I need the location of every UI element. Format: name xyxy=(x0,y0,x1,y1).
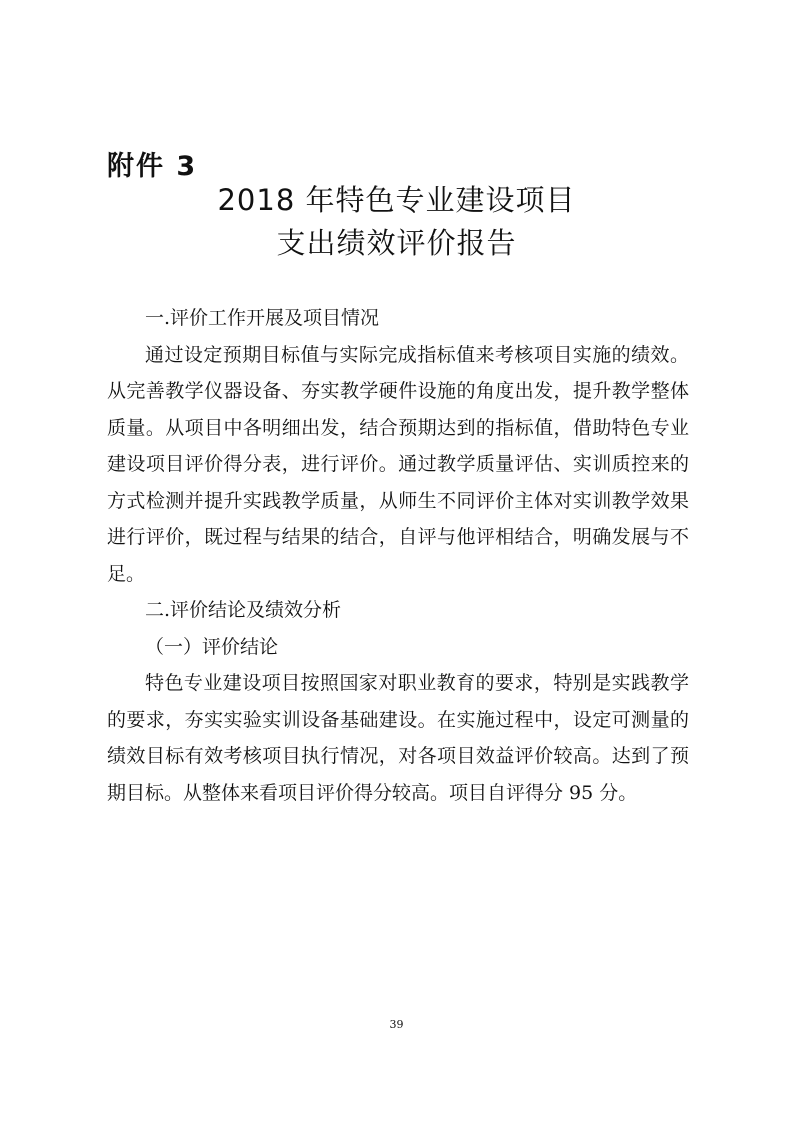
paragraph-2: 特色专业建设项目按照国家对职业教育的要求，特别是实践教学的要求，夯实实验实训设备基础建设。在实施过程中，设定可测量的绩效目标有效考核项目执行情况，对各项目效益评价较高。达到了预期目标。从整体来看项目评价得分较高。项目自评得分 95 分。 xyxy=(107,672,689,804)
title-line-1: 2018 年特色专业建设项目 xyxy=(217,183,576,217)
attachment-label: 附件 3 xyxy=(107,151,198,182)
page-number: 39 xyxy=(389,1018,404,1031)
title-line-2: 支出绩效评价报告 xyxy=(276,226,517,260)
section-heading-2: 二.评价结论及绩效分析 xyxy=(145,599,342,621)
document-title xyxy=(0,180,793,263)
paragraph-1: 通过设定预期目标值与实际完成指标值来考核项目实施的绩效。从完善教学仪器设备、夯实教学硬件设施的角度出发，提升教学整体质量。从项目中各明细出发，结合预期达到的指标值，借助特色专业建设项目评价得分表，进行评价。通过教学质量评估、实训质控来的方式检测并提升实践教学质量，从师生不同评价主体对实训教学效果进行评价，既过程与结果的结合，自评与他评相结合，明确发展与不足。 xyxy=(107,343,689,585)
section-heading-1: 一.评价工作开展及项目情况 xyxy=(145,307,380,329)
document-body xyxy=(107,300,689,811)
sub-heading-1: （一）评价结论 xyxy=(145,635,279,658)
